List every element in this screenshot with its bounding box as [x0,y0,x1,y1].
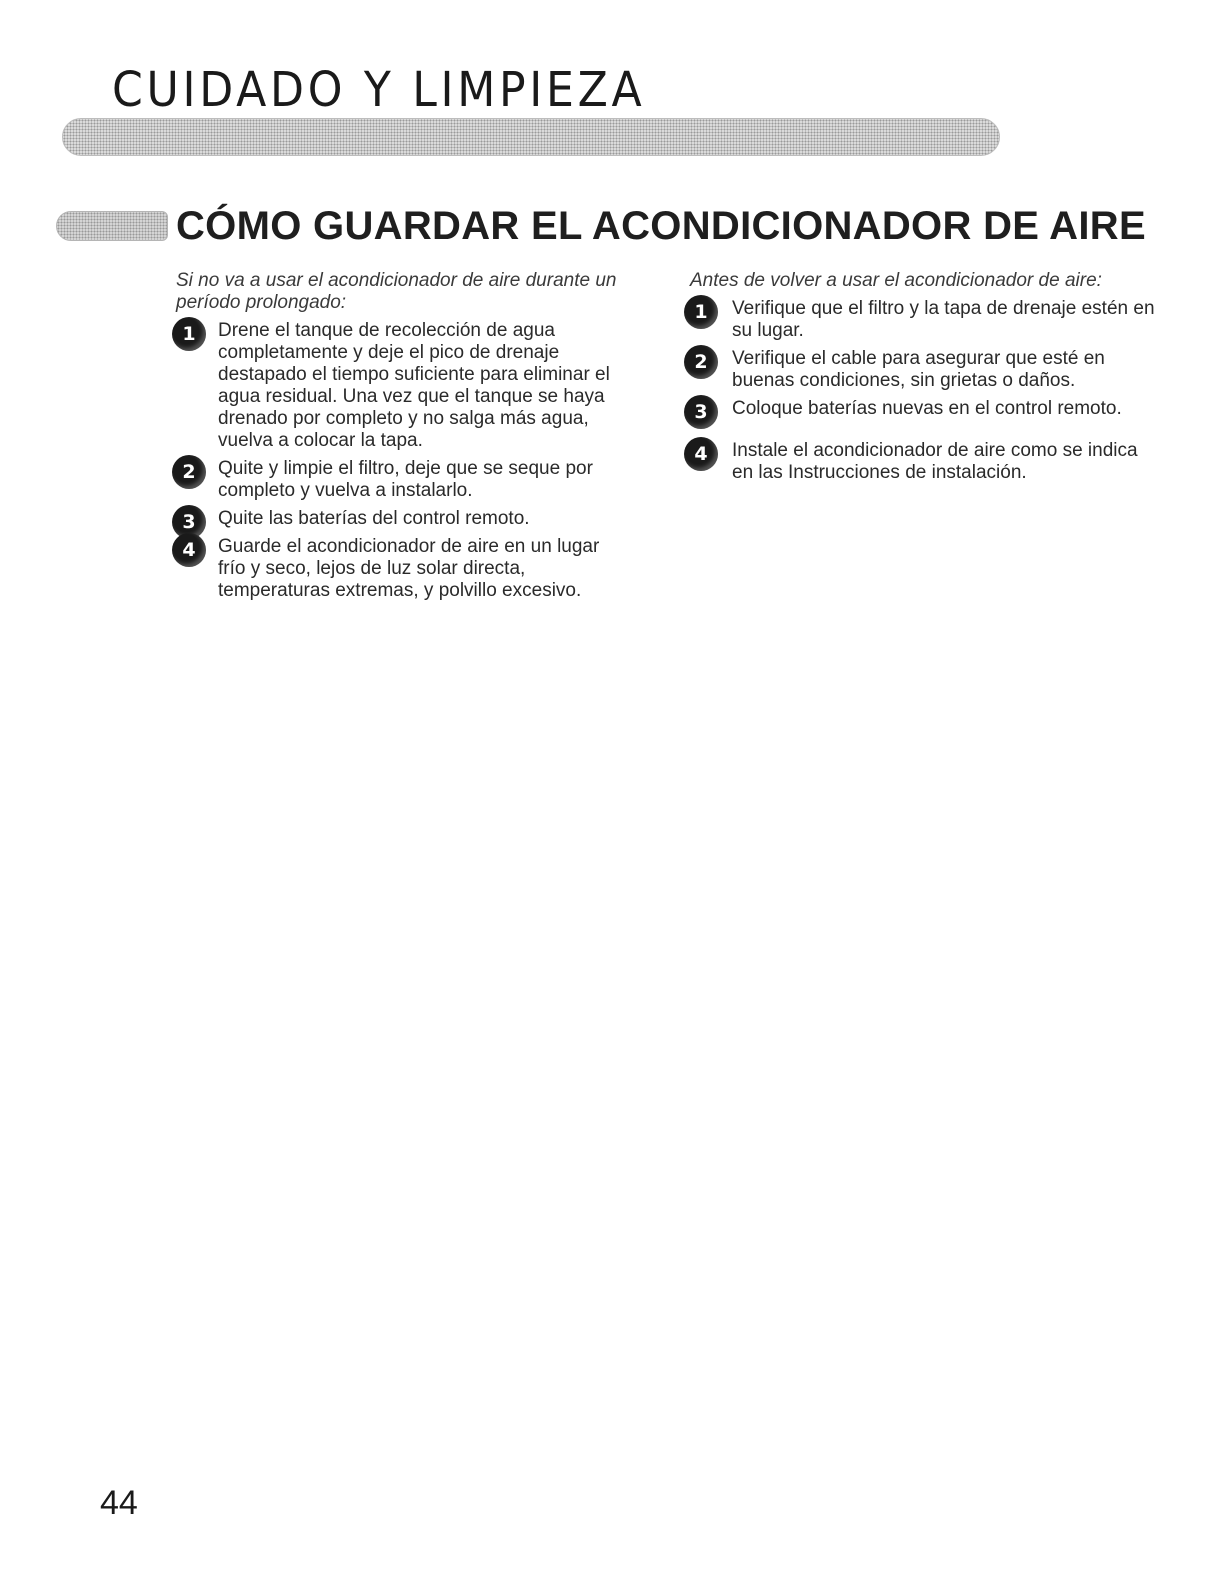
reuse-steps-list [690,298,1160,484]
step-text: Verifique que el filtro y la tapa de drenaje estén en su lugar. [732,298,1155,341]
step-text: Quite y limpie el filtro, deje que se seque por completo y vuelva a instalarlo. [218,458,593,501]
step-number-4-icon: 4 [172,533,206,567]
step-number-3-icon: 3 [172,505,206,539]
section-marker-bar [56,211,168,241]
reuse-instructions-column [690,270,1160,490]
step-text: Coloque baterías nuevas en el control remoto. [732,398,1122,419]
step-number-4-icon: 4 [684,437,718,471]
step-text: Instale el acondicionador de aire como se indica en las Instrucciones de instalación. [732,440,1138,483]
storage-instructions-column [176,270,626,608]
step-number-1-icon: 1 [172,317,206,351]
header-decorative-bar [62,118,1000,156]
reuse-intro: Antes de volver a usar el acondicionador de aire: [690,270,1102,291]
page-number: 44 [100,1484,138,1522]
step-text: Quite las baterías del control remoto. [218,508,530,529]
step-text: Verifique el cable para asegurar que esté en buenas condiciones, sin grietas o daños. [732,348,1105,391]
reuse-step [690,298,1160,342]
storage-step [176,458,626,502]
storage-step [176,508,626,533]
storage-steps-list [176,320,626,602]
reuse-step [690,398,1160,423]
step-number-2-icon: 2 [172,455,206,489]
page-header-title: CUIDADO Y LIMPIEZA [112,62,646,118]
storage-step [176,536,626,602]
step-number-1-icon: 1 [684,295,718,329]
section-title: CÓMO GUARDAR EL ACONDICIONADOR DE AIRE [176,204,1146,248]
step-number-2-icon: 2 [684,345,718,379]
reuse-step [690,440,1160,484]
step-text: Drene el tanque de recolección de agua completamente y deje el pico de drenaje destapado el tiempo suficiente para eliminar el agua residual. Una vez que el tanque se haya drenado por completo y no salga más agua, vuelva a colocar la tapa. [218,320,610,451]
step-number-3-icon: 3 [684,395,718,429]
storage-intro: Si no va a usar el acondicionador de aire durante un período prolongado: [176,270,617,313]
step-text: Guarde el acondicionador de aire en un lugar frío y seco, lejos de luz solar directa, temperaturas extremas, y polvillo excesivo. [218,536,600,601]
storage-step [176,320,626,452]
reuse-step [690,348,1160,392]
